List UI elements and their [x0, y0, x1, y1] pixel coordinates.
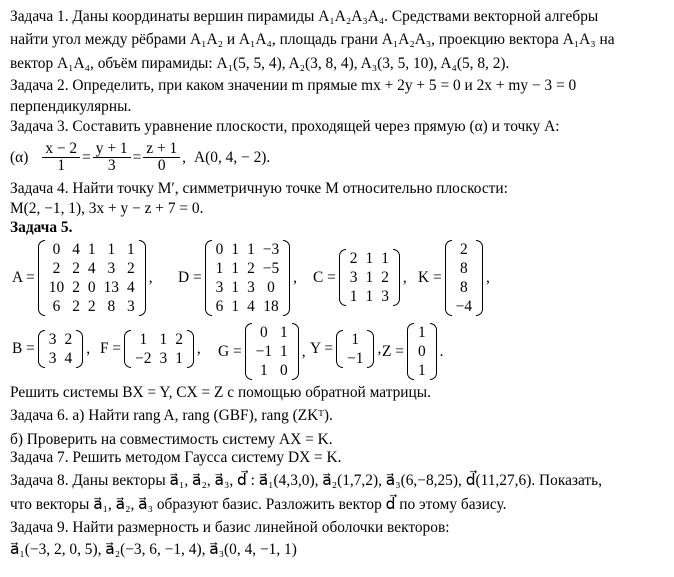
matrix-cell: 2	[52, 260, 61, 277]
matrix-z-period: .	[439, 342, 444, 360]
task9-text-2: a⃗₁(−3, 2, 0, 5), a⃗₂(−3, 6, −1, 4), a⃗₃(0, 4, −1, 1)	[10, 541, 297, 558]
matrix-z-row	[414, 342, 430, 361]
matrix-c-row	[346, 268, 393, 287]
matrix-b-body	[38, 330, 83, 368]
matrix-cell: 6	[215, 298, 224, 315]
matrix-cell: 1	[231, 279, 240, 296]
matrix-d-row	[212, 240, 284, 259]
matrix-cell: 1	[139, 331, 148, 348]
task8-text-2: что векторы a⃗₁, a⃗₂, a⃗₃ образуют базис. Разложить вектор d⃗ по этому базису.	[10, 496, 507, 513]
matrix-cell: 0	[267, 279, 275, 296]
fraction-y	[93, 141, 131, 174]
matrix-cell: 1	[126, 241, 135, 258]
matrix-cell: −1	[255, 343, 273, 360]
matrix-cell: 3	[126, 298, 135, 315]
matrix-cell: 1	[159, 331, 168, 348]
matrix-g-row	[252, 323, 292, 342]
matrix-cell: 3	[48, 350, 57, 367]
matrix-cell: 0	[87, 279, 96, 296]
matrix-cell: 2	[247, 260, 255, 277]
fraction-x-num: x − 2	[42, 141, 80, 158]
matrix-cell: 1	[280, 343, 288, 360]
matrix-cell: 1	[87, 241, 96, 258]
matrix-cell: −1	[347, 350, 364, 367]
matrix-f-row	[131, 330, 187, 349]
matrix-cell: 0	[260, 324, 268, 341]
task5-title	[10, 219, 72, 237]
matrix-cell: 1	[365, 250, 374, 267]
fraction-x-den: 1	[57, 157, 66, 174]
matrix-a-label: A =	[12, 269, 35, 286]
task3-alpha: (α)	[10, 148, 29, 166]
matrix-c-row	[346, 249, 393, 268]
task4-line1	[10, 180, 508, 198]
fraction-z-den: 0	[157, 157, 166, 174]
matrix-cell: 8	[107, 298, 116, 315]
matrix-cell: 18	[263, 298, 279, 315]
matrix-cell: 1	[280, 324, 288, 341]
matrix-cell: 0	[280, 362, 288, 379]
matrix-f-label: F =	[100, 340, 122, 357]
matrix-c-comma: ,	[402, 268, 407, 286]
matrix-cell: 2	[349, 250, 358, 267]
matrix-k-row	[452, 297, 476, 316]
matrix-a-row	[45, 297, 139, 316]
matrix-cell: 1	[231, 241, 240, 258]
task3-point: A(0, 4, − 2).	[194, 148, 271, 166]
matrix-cell: 2	[460, 241, 468, 258]
task3-line1	[10, 118, 560, 136]
matrix-f-body	[124, 330, 194, 368]
task6-line2	[10, 431, 333, 449]
task1-text-1: Задача 1. Даны координаты вершин пирамиды A₁A₂A₃A₄. Средствами векторной алгебры	[10, 8, 599, 25]
task6-line1	[10, 407, 333, 425]
task1-text-3: вектор A₁A₄, объём пирамиды: A₁(5, 5, 4), A₂(3, 8, 4), A₃(3, 5, 10), A₄(5, 8, 2).	[10, 55, 510, 72]
matrix-cell: 3	[107, 260, 116, 277]
matrix-cell: 3	[349, 269, 358, 286]
matrix-d-row	[212, 259, 284, 278]
task4-line2	[10, 200, 203, 218]
matrix-b-row	[45, 349, 76, 368]
matrix-cell: 4	[247, 298, 255, 315]
matrix-cell: 1	[175, 350, 183, 367]
task4-text-1: Задача 4. Найти точку M′, симметричную точке M относительно плоскости:	[10, 180, 508, 197]
matrix-b	[12, 330, 90, 368]
matrix-cell: 3	[381, 288, 389, 305]
matrix-b-row	[45, 330, 76, 349]
task2-line2	[10, 98, 131, 116]
matrix-d-row	[212, 297, 284, 316]
matrix-y-row	[343, 330, 367, 349]
matrix-cell: −5	[262, 260, 280, 277]
matrix-cell: 0	[52, 241, 61, 258]
matrix-c	[313, 249, 407, 306]
task5-solve-text: Решить системы BX = Y, CX = Z с помощью обратной матрицы.	[10, 384, 431, 401]
matrix-cell: 1	[260, 362, 268, 379]
matrix-cell: 1	[365, 288, 374, 305]
fraction-y-den: 3	[107, 157, 116, 174]
task1-line2	[10, 31, 655, 49]
matrix-k	[418, 240, 490, 316]
matrix-cell: 3	[215, 279, 224, 296]
matrix-g-row	[252, 361, 292, 380]
matrix-a-body	[38, 240, 146, 316]
matrix-z-body	[407, 323, 437, 380]
matrix-cell: 1	[231, 298, 240, 315]
matrix-d-label: D =	[178, 269, 202, 286]
matrix-g-label: G =	[218, 342, 242, 360]
matrix-cell: 1	[349, 288, 358, 305]
matrix-k-row	[452, 259, 476, 278]
matrix-d-row	[212, 278, 284, 297]
matrix-f-row	[131, 349, 187, 368]
matrix-cell: 10	[48, 279, 65, 296]
matrix-cell: 1	[365, 269, 374, 286]
matrix-a-row	[45, 259, 139, 278]
matrix-k-row	[452, 278, 476, 297]
matrix-cell: 1	[215, 260, 224, 277]
matrix-k-row	[452, 240, 476, 259]
task6-text-1: Задача 6. а) Найти rang A, rang (GBF), rang (ZKᵀ).	[10, 407, 333, 424]
task8-text-1: Задача 8. Даны векторы a⃗₁, a⃗₂, a⃗₃, d⃗ : a⃗₁(4,3,0), a⃗₂(1,7,2), a⃗₃(6,−8,25), d⃗(11,27,6). Показать,	[10, 472, 603, 489]
task2-text-1: Задача 2. Определить, при каком значении m прямые mx + 2y + 5 = 0 и 2x + my − 3 = 0	[10, 77, 577, 94]
matrix-cell: 1	[231, 260, 240, 277]
matrix-f	[100, 330, 201, 368]
task9-line1	[10, 519, 450, 537]
matrix-cell: 3	[159, 350, 168, 367]
task3-comma: ,	[182, 148, 187, 166]
matrix-cell: 1	[247, 241, 255, 258]
matrix-cell: 1	[381, 250, 389, 267]
matrix-b-comma: ,	[86, 340, 91, 357]
matrix-cell: 1	[417, 362, 426, 379]
matrix-z-row	[414, 323, 430, 342]
matrix-cell: 13	[103, 279, 119, 296]
task2-text-2: перпендикулярны.	[10, 98, 132, 115]
matrix-cell: 4	[87, 260, 96, 277]
fraction-z-num: z + 1	[143, 141, 180, 158]
matrix-cell: 8	[460, 260, 468, 277]
task1-text-2: найти угол между рёбрами A₁A₂ и A₁A₄, площадь грани A₁A₂A₃, проекцию вектора A₁A₃ на	[10, 31, 615, 48]
matrix-a-row	[45, 240, 139, 259]
matrix-a-row	[45, 278, 139, 297]
task5-title-text: Задача 5.	[10, 219, 73, 236]
matrix-cell: 3	[247, 279, 255, 296]
matrix-g-comma: ,	[301, 342, 306, 360]
matrix-k-comma: ,	[486, 269, 490, 286]
task6-text-2: б) Проверить на совместимость систему AX = K.	[10, 431, 333, 448]
fraction-x	[42, 141, 80, 174]
matrix-y	[310, 330, 381, 368]
fraction-z	[143, 141, 180, 174]
matrix-g	[218, 323, 306, 380]
matrix-z	[382, 323, 444, 380]
task2-line1	[10, 77, 576, 95]
matrix-cell: 2	[72, 298, 80, 315]
matrix-f-comma: ,	[196, 340, 201, 357]
task3-equation: (α) $\frac{x - 2}{1}$ = $\frac{y + 1}{3}$ = $\frac{z + 1}{0}$ , A(0, 4, − 2).	[10, 140, 271, 174]
matrix-cell: −2	[135, 350, 152, 367]
matrix-c-body	[339, 249, 400, 306]
task9-line2	[10, 541, 297, 559]
matrix-cell: 2	[381, 269, 389, 286]
matrix-cell: 1	[351, 331, 360, 348]
matrix-cell: 0	[215, 241, 224, 258]
matrix-y-label: Y =	[310, 340, 334, 357]
matrix-a-comma: ,	[148, 269, 153, 286]
matrix-cell: −3	[262, 241, 280, 258]
fraction-y-num: y + 1	[93, 141, 131, 158]
matrix-k-label: K =	[418, 269, 442, 286]
task1-line1	[10, 8, 655, 26]
matrix-b-label: B =	[12, 340, 35, 357]
matrix-cell: 2	[126, 260, 135, 277]
matrix-cell: 1	[417, 324, 426, 341]
task4-text-2: M(2, −1, 1), 3x + y − z + 7 = 0.	[10, 200, 204, 217]
matrix-cell: 1	[107, 241, 116, 258]
matrix-d	[178, 240, 297, 316]
matrix-cell: 6	[52, 298, 61, 315]
matrix-y-row	[343, 349, 367, 368]
matrix-c-row	[346, 287, 393, 306]
matrix-cell: 4	[72, 241, 80, 258]
matrix-c-label: C =	[313, 268, 336, 286]
matrix-z-row	[414, 361, 430, 380]
matrix-cell: 2	[175, 331, 183, 348]
matrix-cell: 2	[87, 298, 96, 315]
matrix-z-label: Z =	[382, 342, 404, 360]
matrix-d-body	[205, 240, 291, 316]
matrix-a	[12, 240, 153, 316]
task8-line2	[10, 496, 506, 514]
matrix-cell: 8	[460, 279, 468, 296]
matrix-cell: 4	[126, 279, 135, 296]
matrix-g-row	[252, 342, 292, 361]
task7-line1	[10, 449, 342, 467]
matrix-g-body	[245, 323, 299, 380]
matrix-k-body	[445, 240, 483, 316]
task8-line1	[10, 472, 602, 490]
matrix-y-comma: ,	[377, 340, 382, 357]
matrix-cell: 2	[64, 331, 73, 348]
matrix-cell: −4	[455, 298, 473, 315]
matrix-y-body	[336, 330, 374, 368]
matrix-cell: 0	[417, 343, 426, 360]
task7-text-1: Задача 7. Решить методом Гаусса систему DX = K.	[10, 449, 342, 466]
matrix-d-comma: ,	[293, 269, 298, 286]
matrix-cell: 2	[72, 279, 80, 296]
task1-line3	[10, 55, 509, 73]
task3-text-1: Задача 3. Составить уравнение плоскости, проходящей через прямую (α) и точку А:	[10, 118, 560, 135]
task5-solve-line	[10, 384, 431, 402]
task9-text-1: Задача 9. Найти размерность и базис линейной оболочки векторов:	[10, 519, 450, 536]
matrix-cell: 2	[72, 260, 80, 277]
matrix-cell: 4	[64, 350, 73, 367]
matrix-cell: 3	[48, 331, 57, 348]
